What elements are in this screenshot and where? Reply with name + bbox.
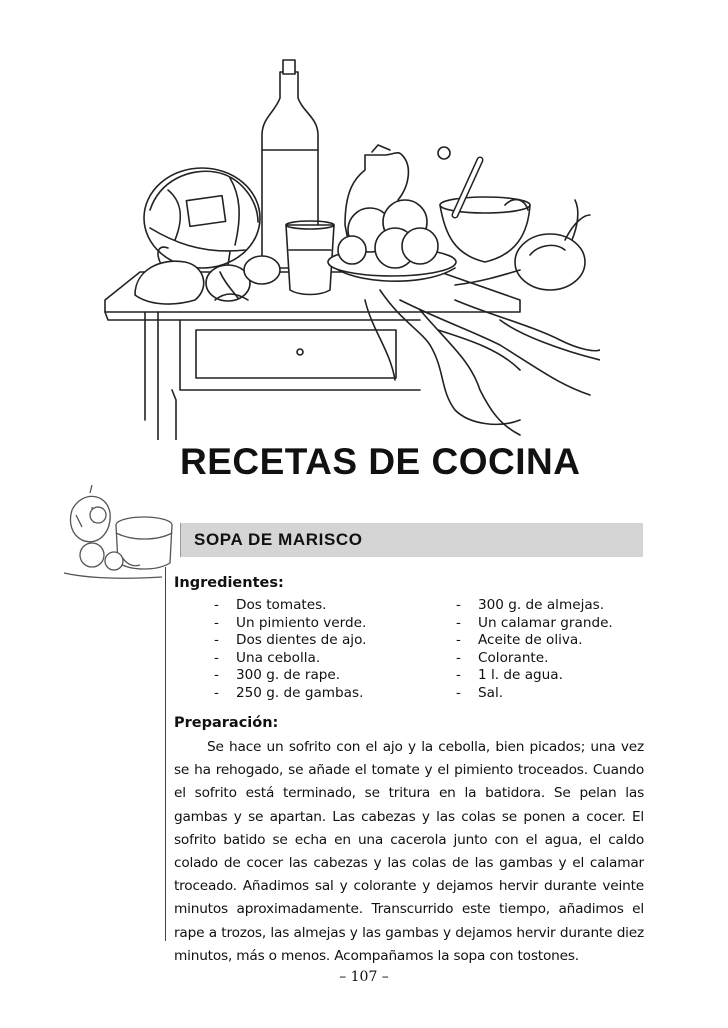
list-item: - Una cebolla.	[214, 649, 321, 666]
preparation-heading: Preparación:	[174, 715, 279, 731]
book-title: RECETAS DE COCINA	[180, 441, 581, 482]
list-item: - Dos dientes de ajo.	[214, 632, 367, 649]
ingredients-list-right	[456, 597, 646, 703]
list-item: - Un calamar grande.	[456, 614, 613, 631]
list-item: - 1 l. de agua.	[456, 667, 563, 684]
list-item: - Sal.	[456, 684, 504, 701]
recipe-title-banner	[180, 523, 643, 557]
ingredients-list-left	[214, 597, 434, 703]
list-item: - Colorante.	[456, 649, 549, 666]
vegetables-pot-illustration	[62, 485, 174, 585]
list-item: - Un pimiento verde.	[214, 614, 367, 631]
recipe-title: SOPA DE MARISCO	[194, 530, 363, 549]
still-life-illustration	[0, 0, 600, 440]
list-item: - Dos tomates.	[214, 597, 327, 613]
list-item: - 250 g. de gambas.	[214, 684, 364, 701]
preparation-text: Se hace un sofrito con el ajo y la cebolla, bien picados; una vez se ha rehogado, se añade el tomate y el pimiento troceados. Cuando el sofrito está terminado, se tritura en la batidora. Se pelan las gambas y se apartan. Las cabezas y las colas se ponen a cocer. El sofrito batido se echa en una cacerola junto con el agua, el caldo colado de cocer las cabezas y las colas de las gambas y el calamar troceado. Añadimos sal y colorante y dejamos hervir durante veinte minutos aproximadamente. Transcurrido este tiempo, añadimos el rape a trozos, las almejas y las gambas y dejamos hervir durante diez minutos, más o menos. Acompañamos la sopa con tostones.	[174, 739, 644, 964]
list-item: - Aceite de oliva.	[456, 632, 583, 649]
list-item: - 300 g. de rape.	[214, 667, 341, 684]
ingredients-heading: Ingredientes:	[174, 575, 284, 591]
page-number: – 107 –	[339, 969, 389, 985]
margin-rule	[165, 567, 166, 941]
list-item: - 300 g. de almejas.	[456, 597, 605, 613]
